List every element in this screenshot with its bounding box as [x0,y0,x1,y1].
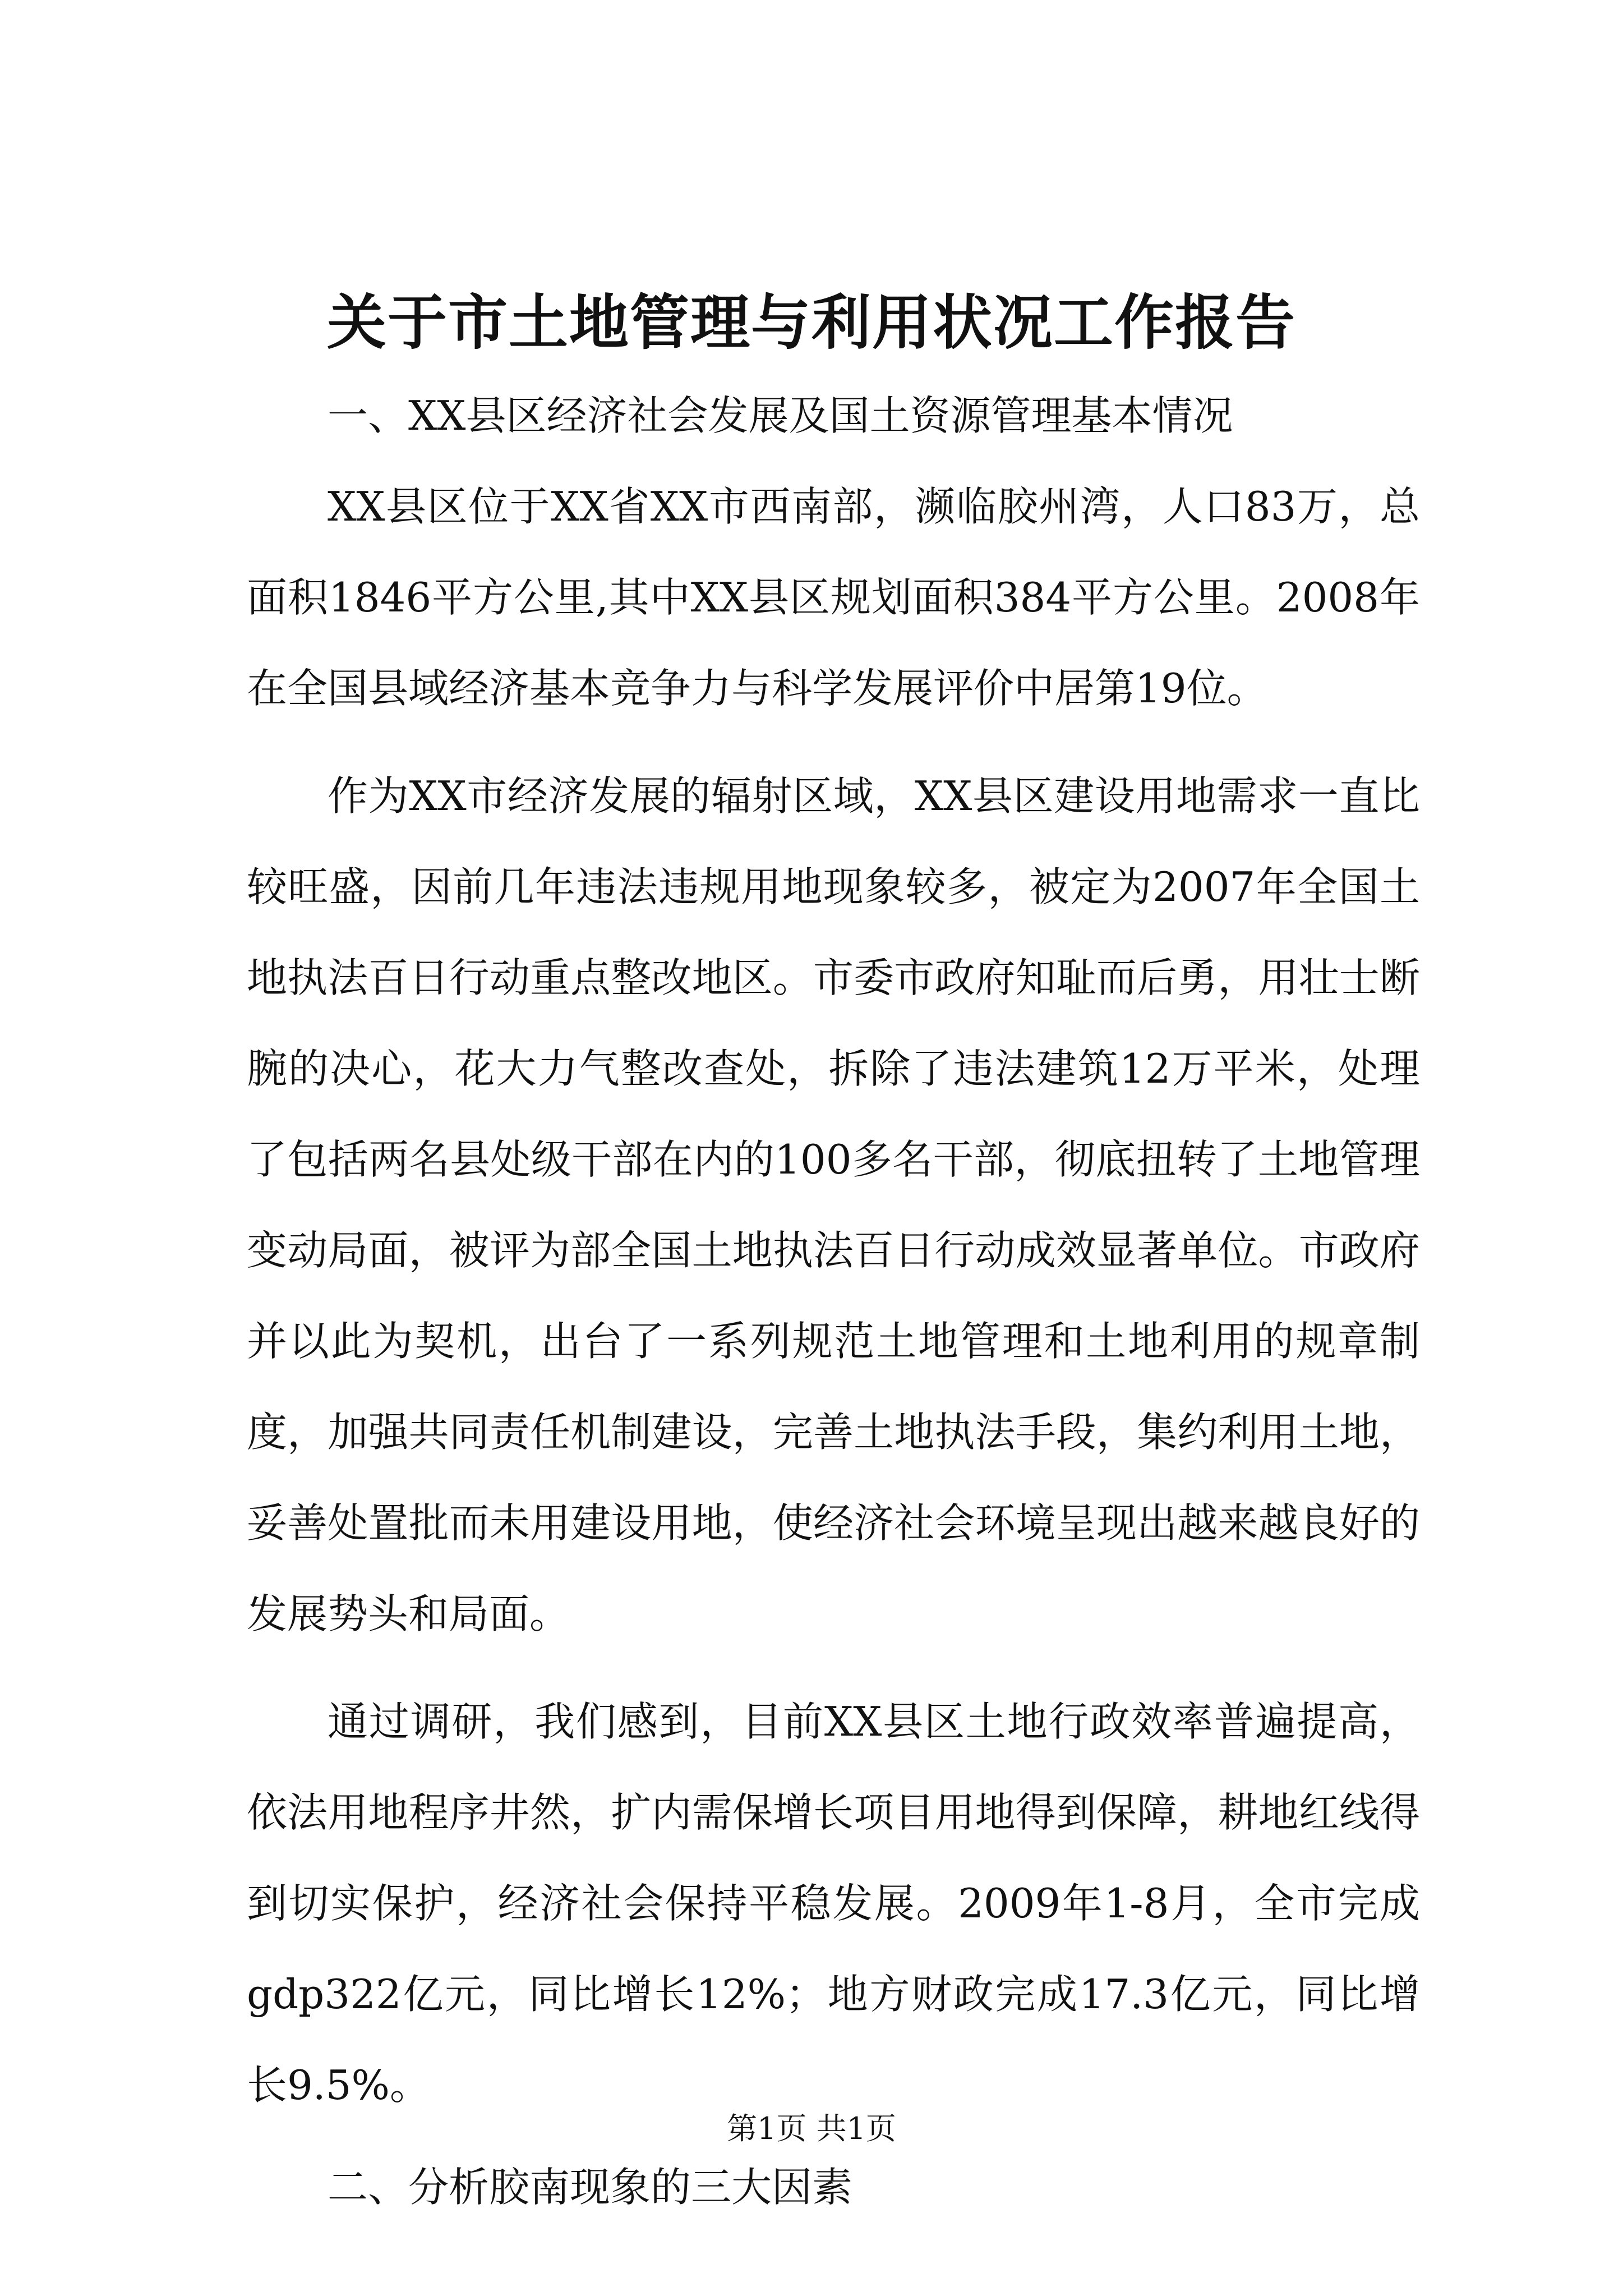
page-number: 第1页 共1页 [727,2111,896,2146]
section-heading-1: 一、XX县区经济社会发展及国土资源管理基本情况 [328,392,1233,439]
section-heading-2: 二、分析胶南现象的三大因素 [328,2164,853,2211]
paragraph-3: 通过调研，我们感到，目前XX县区土地行政效率普遍提高，依法用地程序井然，扩内需保增长项目用地得到保障，耕地红线得到切实保护，经济社会保持平稳发展。2009年1-8月，全市完成gdp322亿元，同比增长12%；地方财政完成17.3亿元，同比增长9.5%。 [247,1698,1420,2109]
paragraph-1: XX县区位于XX省XX市西南部，濒临胶州湾，人口83万，总面积1846平方公里,其中XX县区规划面积384平方公里。2008年在全国县域经济基本竞争力与科学发展评价中居第19位。 [247,483,1420,712]
paragraph-2: 作为XX市经济发展的辐射区域，XX县区建设用地需求一直比较旺盛，因前几年违法违规用地现象较多，被定为2007年全国土地执法百日行动重点整改地区。市委市政府知耻而后勇，用壮士断腕的决心，花大力气整改查处，拆除了违法建筑12万平米，处理了包括两名县处级干部在内的100多名干部，彻底扭转了土地管理变动局面，被评为部全国土地执法百日行动成效显著单位。市政府并以此为契机，出台了一系列规范土地管理和土地利用的规章制度，加强共同责任机制建设，完善土地执法手段，集约利用土地，妥善处置批而未用建设用地，使经济社会环境呈现出越来越良好的发展势头和局面。 [247,772,1420,1637]
document-title: 关于市土地管理与利用状况工作报告 [327,287,1296,357]
document-body [247,370,1420,2233]
